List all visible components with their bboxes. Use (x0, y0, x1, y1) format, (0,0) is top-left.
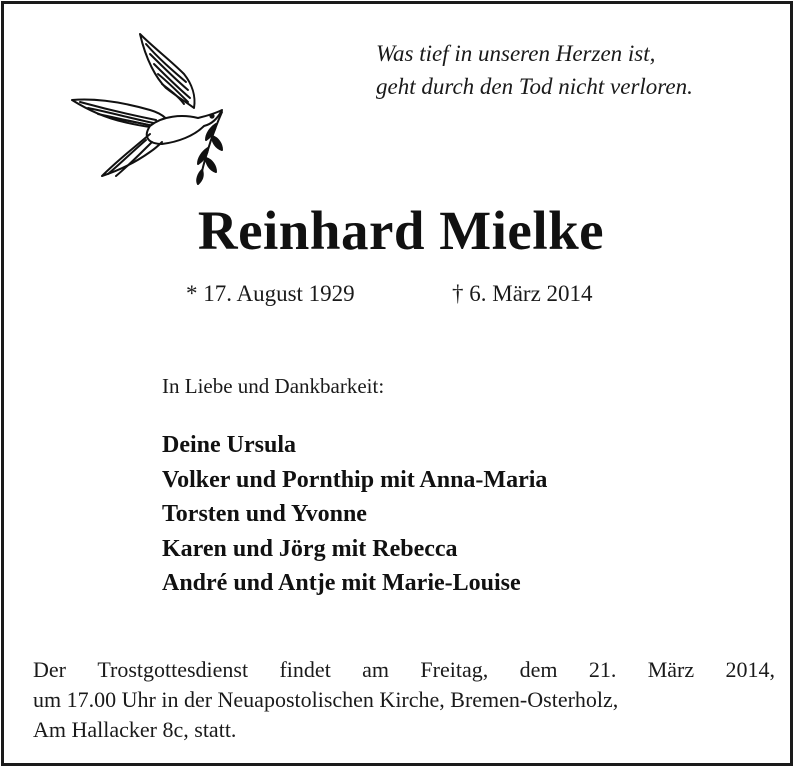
deceased-name: Reinhard Mielke (197, 200, 605, 261)
service-line-3: Am Hallacker 8c, statt. (33, 717, 237, 742)
service-word: Freitag, (420, 657, 489, 682)
mourner-name: Volker und Pornthip mit Anna-Maria (162, 466, 548, 493)
service-word: 2014, (725, 657, 775, 682)
dove-icon (66, 30, 236, 188)
service-line-2: um 17.00 Uhr in der Neuapostolischen Kirche, Bremen-Osterholz, (33, 687, 619, 712)
memorial-quote (376, 37, 776, 103)
birth-date: * 17. August 1929 (186, 281, 355, 306)
service-word: dem (519, 657, 558, 682)
mourner-name: Karen und Jörg mit Rebecca (162, 535, 458, 562)
mourners-intro: In Liebe und Dankbarkeit: (162, 374, 385, 398)
mourner-name: Deine Ursula (162, 432, 296, 458)
service-line-1 (33, 655, 775, 685)
service-word: März (647, 657, 695, 682)
death-date: † 6. März 2014 (452, 281, 593, 306)
service-word: 21. (588, 657, 617, 682)
service-word: findet (279, 657, 331, 682)
mourner-name: Torsten und Yvonne (162, 501, 367, 527)
service-announcement (33, 655, 775, 745)
service-word: am (362, 657, 390, 682)
mourners-list (162, 428, 547, 601)
service-word: Der (33, 657, 66, 682)
service-word: Trostgottesdienst (97, 657, 249, 682)
obituary-notice (1, 1, 793, 766)
quote-line: geht durch den Tod nicht verloren. (376, 74, 693, 99)
quote-line: Was tief in unseren Herzen ist, (376, 41, 656, 66)
mourner-name: André und Antje mit Marie-Louise (162, 570, 521, 596)
